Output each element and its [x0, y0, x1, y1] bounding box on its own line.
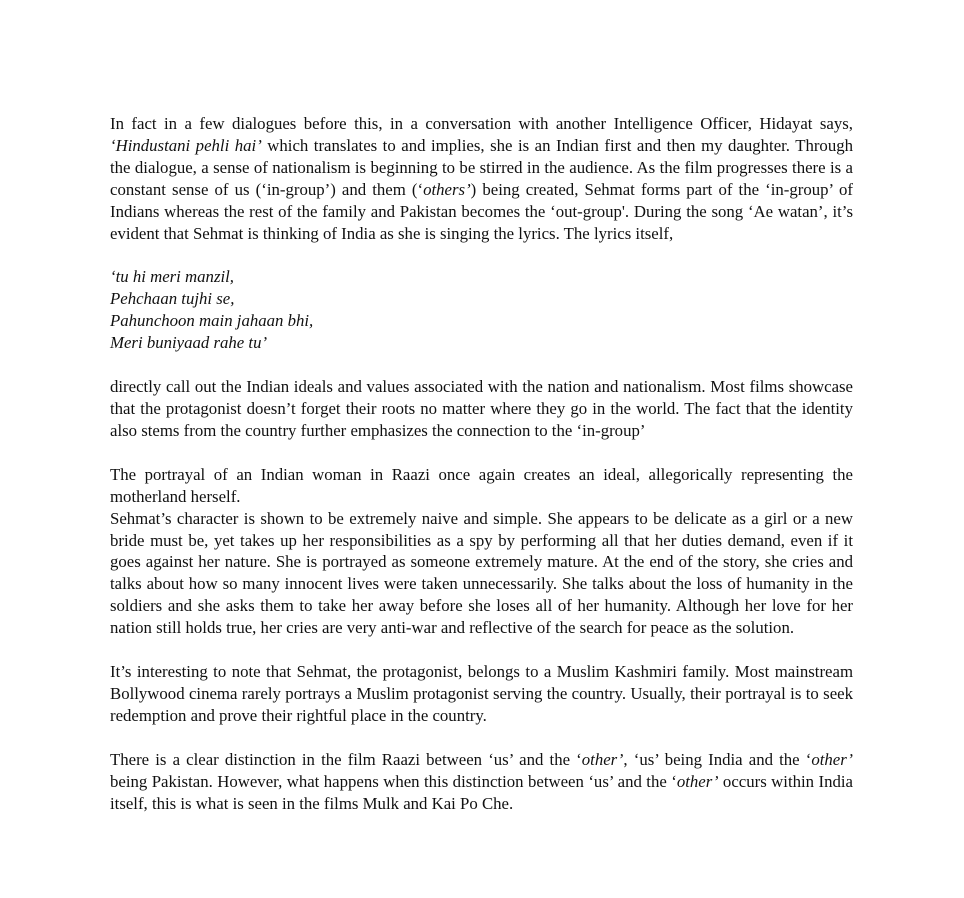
paragraph-indian-ideals: directly call out the Indian ideals and values associated with the nation and nationalism. Most films showcase that the protagonist doesn’t forget their roots no matter where they go in the world. The fact that the identity also stems from the country further emphasizes the connection to the ‘in-group’: [110, 377, 853, 440]
paragraph-muslim-protagonist: It’s interesting to note that Sehmat, the protagonist, belongs to a Muslim Kashmiri family. Most mainstream Bollywood cinema rarely portrays a Muslim protagonist serving the country. Usually, their portrayal is to seek redemption and prove their rightful place in the country.: [110, 662, 853, 725]
lyric-line: Pahunchoon main jahaan bhi,: [110, 311, 314, 331]
italic-term: others’: [423, 179, 471, 199]
lyric-line: Meri buniyaad rahe tu’: [110, 333, 268, 353]
text-run: In fact in a few dialogues before this, in a conversation with another Intelligence Officer, Hidayat says,: [110, 114, 853, 133]
paragraph-spacer: [110, 727, 853, 749]
paragraph-spacer: [110, 354, 853, 376]
text-run: , ‘us’ being India and the ‘: [623, 749, 812, 769]
song-lyrics: [110, 266, 853, 354]
paragraph-us-other-distinction: [110, 749, 853, 815]
italic-quote: ‘Hindustani pehli hai’: [110, 135, 262, 155]
italic-term: other’: [581, 749, 624, 769]
paragraph-hidayat-dialogue: [110, 113, 853, 244]
text-run: being Pakistan. However, what happens when this distinction between ‘us’ and the ‘: [110, 771, 677, 791]
text-run: There is a clear distinction in the film Raazi between ‘us’ and the ‘: [110, 749, 582, 769]
italic-term: other’: [811, 749, 853, 769]
text-run: which translates to and implies, she is an Indian first and then my daughter. Through the dialogue, a sense of nationalism is beginning to be stirred in the audience. As the film progresses there is a constant sense of us (‘in-group’) and them (‘: [110, 135, 853, 199]
paragraph-sehmat-character: Sehmat’s character is shown to be extremely naive and simple. She appears to be delicate as a girl or a new bride must be, yet takes up her responsibilities as a spy by performing all that her duties demand, even if it goes against her nature. She is portrayed as someone extremely mature. At the end of the story, she cries and talks about how so many innocent lives were taken unnecessarily. She talks about the loss of humanity in the soldiers and she asks them to take her away before she loses all of her humanity. Although her love for her nation still holds true, her cries are very anti-war and reflective of the search for peace as the solution.: [110, 508, 853, 638]
italic-term: other’: [676, 771, 719, 791]
paragraph-spacer: [110, 244, 853, 266]
text-run: ) being created, Sehmat forms part of the ‘in-group’ of Indians whereas the rest of the family and Pakistan becomes the ‘out-group'. During the song ‘Ae watan’, it’s evident that Sehmat is thinking of India as she is singing the lyrics. The lyrics itself,: [110, 179, 853, 243]
paragraph-portrayal-woman: The portrayal of an Indian woman in Raazi once again creates an ideal, allegorically representing the motherland herself.: [110, 464, 853, 506]
document-page: [110, 113, 853, 814]
paragraph-spacer: [110, 442, 853, 464]
paragraph-spacer: [110, 639, 853, 661]
lyric-line: ‘tu hi meri manzil,: [110, 267, 234, 287]
lyric-line: Pehchaan tujhi se,: [110, 289, 235, 309]
text-run: occurs within India itself, this is what is seen in the films Mulk and Kai Po Che.: [110, 771, 853, 813]
